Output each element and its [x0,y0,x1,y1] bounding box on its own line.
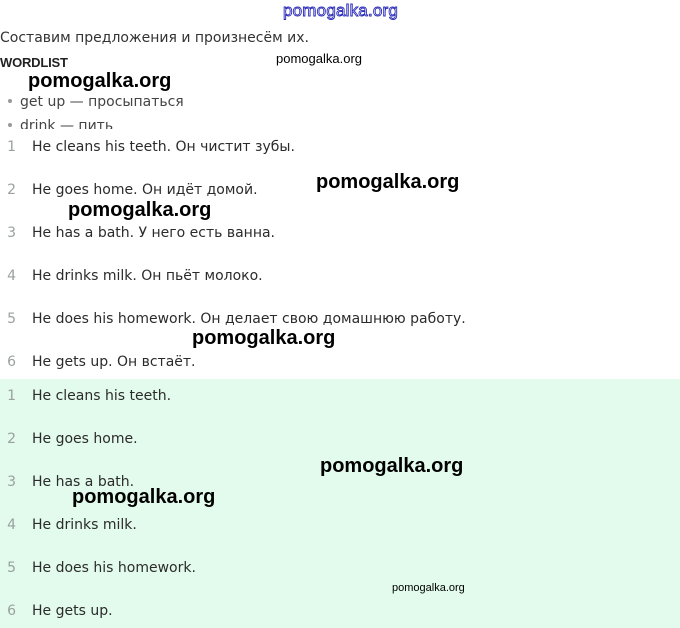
list-item [0,351,196,373]
item-text: He does his homework. Он делает свою домашнюю работу. [32,311,466,327]
wordlist-item-text: get up — просыпаться [20,94,184,110]
item-number: 1 [7,139,16,155]
list-item [0,136,295,158]
list-item [0,265,263,287]
list-item [0,600,113,622]
item-number: 3 [7,225,16,241]
item-text: He cleans his teeth. Он чистит зубы. [32,139,295,155]
item-text: He gets up. [32,603,113,619]
watermark-text: pomogalka.org [392,582,465,594]
item-number: 1 [7,388,16,404]
wordlist-heading: WORDLIST [0,55,68,70]
item-text: He has a bath. [32,474,135,490]
item-number: 4 [7,517,16,533]
item-number: 2 [7,182,16,198]
item-number: 6 [7,354,16,370]
list-item [0,557,196,579]
watermark-text: pomogalka.org [316,171,460,193]
item-text: He drinks milk. [32,517,137,533]
watermark-text: pomogalka.org [320,455,464,477]
item-number: 2 [7,431,16,447]
bullet-icon [8,99,12,103]
list-item [0,385,171,407]
translation-list [0,130,680,379]
wordlist [8,91,184,129]
item-number: 6 [7,603,16,619]
item-text: He drinks milk. Он пьёт молоко. [32,268,263,284]
list-item [0,514,137,536]
item-text: He goes home. [32,431,138,447]
item-number: 4 [7,268,16,284]
item-number: 5 [7,311,16,327]
wordlist-item [8,91,184,115]
bullet-icon [8,123,12,127]
list-item [0,179,258,201]
item-text: He has a bath. У него есть ванна. [32,225,275,241]
item-number: 3 [7,474,16,490]
header-watermark: pomogalka.org [283,1,399,20]
watermark-text: pomogalka.org [276,51,362,66]
watermark-text: pomogalka.org [192,327,336,349]
list-item [0,222,275,244]
watermark-text: pomogalka.org [68,199,212,221]
item-number: 5 [7,560,16,576]
wordlist-item-text: drink — пить [20,118,114,129]
item-text: He gets up. Он встаёт. [32,354,196,370]
list-item [0,428,138,450]
instruction-text: Составим предложения и произнесём их. [0,30,309,46]
item-text: He cleans his teeth. [32,388,172,404]
watermark-text: pomogalka.org [28,70,172,92]
wordlist-item [8,115,184,129]
item-text: He goes home. Он идёт домой. [32,182,258,198]
item-text: He does his homework. [32,560,196,576]
watermark-text: pomogalka.org [72,486,216,508]
